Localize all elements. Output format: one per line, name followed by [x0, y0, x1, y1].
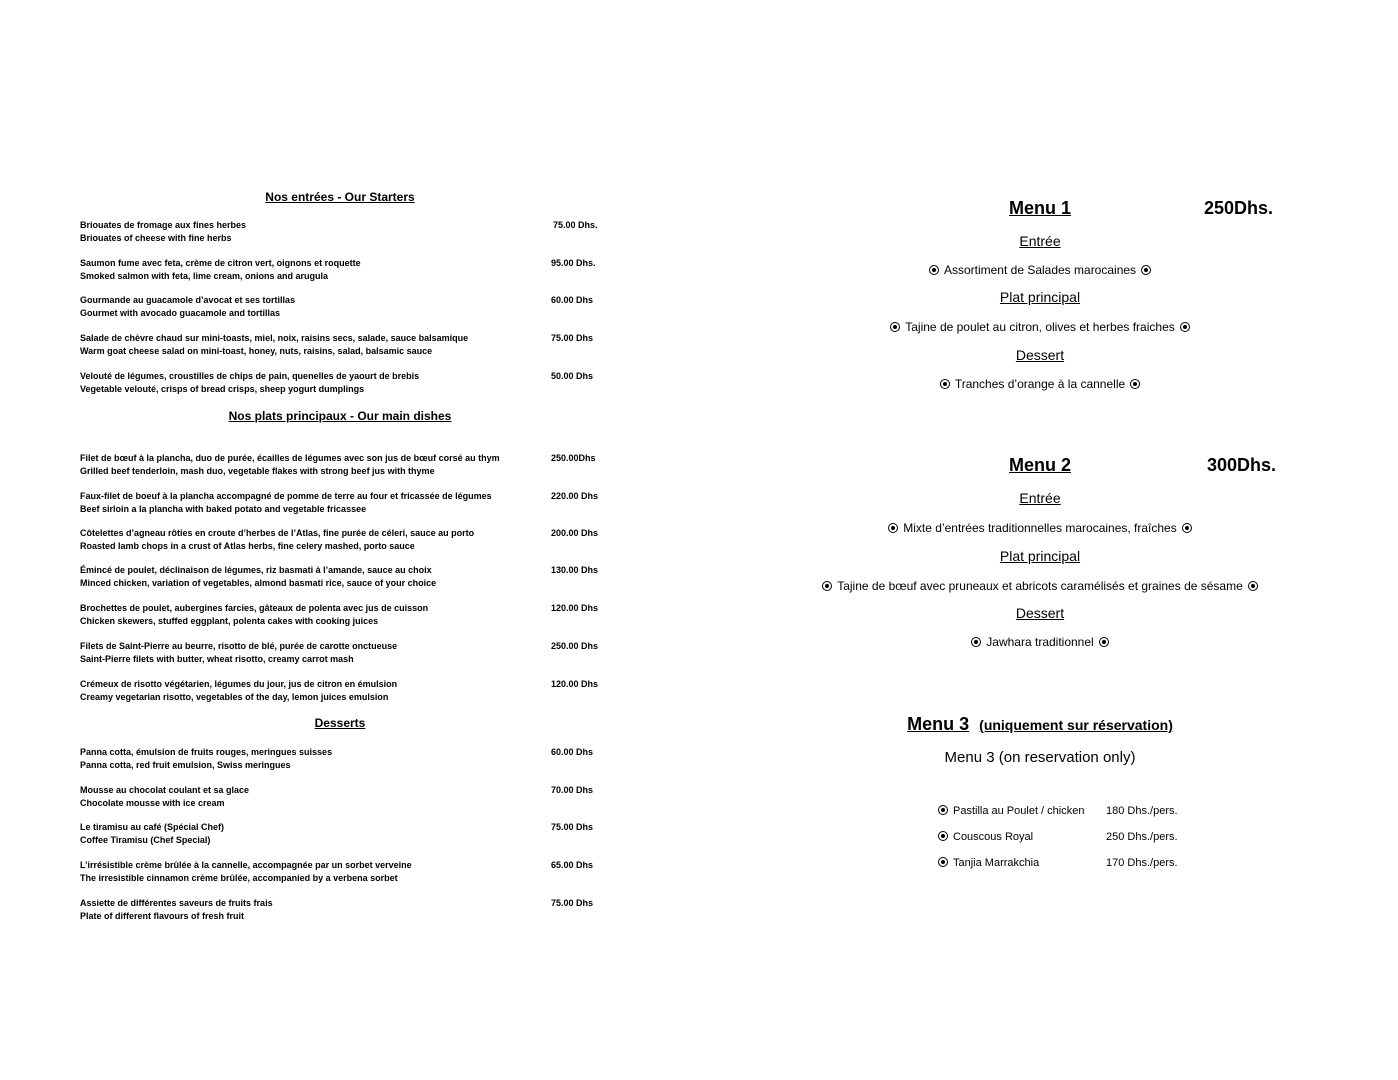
item-name-fr: Briouates de fromage aux fines herbes: [80, 220, 247, 230]
item-name-fr: Saumon fume avec feta, crème de citron vert, oignons et roquette: [80, 258, 361, 268]
menu3-title-text: Menu 3: [907, 714, 970, 734]
item-name-fr: Crémeux de risotto végétarien, légumes du jour, jus de citron en émulsion: [80, 679, 398, 689]
menu-item: [80, 897, 680, 923]
menu2-title: Menu 2: [1008, 455, 1071, 475]
flower-ornament-icon: [1182, 523, 1192, 533]
item-price: 60.00 Dhs: [551, 295, 594, 305]
menu2-entree-text: Mixte d’entrées traditionnelles marocaines, fraîches: [903, 521, 1177, 535]
menu1-title: Menu 1: [1008, 198, 1071, 218]
menu-item: [80, 294, 680, 320]
menu3-item-name-text: Pastilla au Poulet / chicken: [953, 805, 1085, 817]
item-name-fr: L’irrésistible crème brûlée à la cannelle, accompagnée par un sorbet verveine: [80, 860, 412, 870]
item-price: 75.00 Dhs: [551, 333, 594, 343]
item-name-en: Chocolate mousse with ice cream: [80, 798, 225, 808]
menu1-entree-text: Assortiment de Salades marocaines: [943, 263, 1137, 277]
menu2-main-label: Plat principal: [999, 548, 1081, 564]
menu2-main-text: Tajine de bœuf avec pruneaux et abricots caramélisés et graines de sésame: [837, 579, 1243, 593]
menu1-dessert-label: Dessert: [1015, 347, 1065, 363]
item-name-fr: Le tiramisu au café (Spécial Chef): [80, 822, 225, 832]
item-price: 50.00 Dhs: [551, 371, 594, 381]
item-name-en: Saint-Pierre filets with butter, wheat risotto, creamy carrot mash: [80, 654, 354, 664]
item-price: 60.00 Dhs: [551, 747, 594, 757]
item-name-en: Grilled beef tenderloin, mash duo, vegetable flakes with strong beef jus with thyme: [80, 466, 435, 476]
menu-item: [80, 564, 680, 590]
menu1-dessert-text: Tranches d’orange à la cannelle: [954, 377, 1126, 391]
menu-item: [80, 370, 680, 396]
flower-ornament-icon: [929, 265, 939, 275]
menu3-item-name: [938, 857, 1039, 869]
flower-ornament-icon: [938, 805, 948, 815]
flower-ornament-icon: [1099, 637, 1109, 647]
item-price: 250.00Dhs: [551, 453, 596, 463]
item-price: 75.00 Dhs: [551, 822, 594, 832]
flower-ornament-icon: [940, 379, 950, 389]
item-name-fr: Brochettes de poulet, aubergines farcies, gâteaux de polenta avec jus de cuisson: [80, 603, 429, 613]
menu-item: [80, 219, 680, 245]
menu1-dessert: [780, 377, 1300, 391]
item-price: 130.00 Dhs: [551, 565, 599, 575]
item-price: 70.00 Dhs: [551, 785, 594, 795]
menu2-entree-label: Entrée: [1019, 490, 1061, 506]
menu3-item-name-text: Couscous Royal: [953, 831, 1034, 843]
menu3-item-name: [938, 831, 1033, 843]
menu1-main: [780, 320, 1300, 334]
menu2-entree: [780, 521, 1300, 535]
flower-ornament-icon: [938, 857, 948, 867]
flower-ornament-icon: [888, 523, 898, 533]
item-name-en: Beef sirloin a la plancha with baked potato and vegetable fricassee: [80, 504, 367, 514]
menu2-price: 300Dhs.: [1207, 455, 1277, 475]
flower-ornament-icon: [1180, 322, 1190, 332]
item-price: 200.00 Dhs: [551, 528, 599, 538]
item-price: 220.00 Dhs: [551, 491, 599, 501]
menu3-subtitle: Menu 3 (on reservation only): [944, 749, 1136, 766]
item-price: 120.00 Dhs: [551, 603, 599, 613]
mains-title: Nos plats principaux - Our main dishes: [228, 409, 452, 423]
item-price: 250.00 Dhs: [551, 641, 599, 651]
menu2-main: [780, 579, 1300, 593]
item-name-fr: Côtelettes d’agneau rôties en croute d’herbes de l’Atlas, fine purée de céleri, sauce au porto: [80, 528, 475, 538]
menu2-dessert-text: Jawhara traditionnel: [986, 635, 1094, 649]
menu1-main-text: Tajine de poulet au citron, olives et herbes fraiches: [905, 320, 1175, 334]
flower-ornament-icon: [1130, 379, 1140, 389]
menu2-dessert: [780, 635, 1300, 649]
menu1-entree: [780, 263, 1300, 277]
item-name-en: Smoked salmon with feta, lime cream, onions and arugula: [80, 271, 329, 281]
item-name-fr: Mousse au chocolat coulant et sa glace: [80, 785, 250, 795]
item-name-fr: Assiette de différentes saveurs de fruits frais: [80, 898, 273, 908]
menu-item: [80, 332, 680, 358]
menu3-item-name-text: Tanjia Marrakchia: [953, 857, 1040, 869]
item-name-en: Panna cotta, red fruit emulsion, Swiss meringues: [80, 760, 291, 770]
flower-ornament-icon: [1248, 581, 1258, 591]
flower-ornament-icon: [971, 637, 981, 647]
item-name-en: Plate of different flavours of fresh fruit: [80, 911, 245, 921]
menu-item: [80, 746, 680, 772]
item-price: 120.00 Dhs: [551, 679, 599, 689]
menu3-item-price: 250 Dhs./pers.: [1106, 831, 1178, 843]
item-name-en: Chicken skewers, stuffed eggplant, polenta cakes with cooking juices: [80, 616, 379, 626]
item-name-fr: Faux-filet de boeuf à la plancha accompagné de pomme de terre au four et fricassée de légumes: [80, 491, 492, 501]
menu-item: [80, 527, 680, 553]
menu1-main-label: Plat principal: [999, 289, 1081, 305]
item-name-fr: Filet de bœuf à la plancha, duo de purée, écailles de légumes avec son jus de bœuf corsé au thym: [80, 453, 500, 463]
item-name-en: Coffee Tiramisu (Chef Special): [80, 835, 211, 845]
item-price: 75.00 Dhs.: [553, 220, 598, 230]
menu-item: [80, 490, 680, 516]
menu1-price: 250Dhs.: [1204, 198, 1274, 218]
item-name-fr: Panna cotta, émulsion de fruits rouges, meringues suisses: [80, 747, 333, 757]
item-name-en: Vegetable velouté, crisps of bread crisps, sheep yogurt dumplings: [80, 384, 365, 394]
item-name-fr: Émincé de poulet, déclinaison de légumes, riz basmati à l’amande, sauce au choix: [80, 565, 432, 575]
menu3-title: [780, 714, 1300, 735]
item-price: 75.00 Dhs: [551, 898, 594, 908]
item-name-en: Minced chicken, variation of vegetables, almond basmati rice, sauce of your choice: [80, 578, 437, 588]
menu-item: [80, 859, 680, 885]
desserts-title: Desserts: [314, 716, 366, 730]
menu-item: [80, 784, 680, 810]
flower-ornament-icon: [822, 581, 832, 591]
menu3-item-price: 180 Dhs./pers.: [1106, 805, 1178, 817]
menu3-item-name: [938, 805, 1084, 817]
menu-item: [80, 452, 680, 478]
item-price: 65.00 Dhs: [551, 860, 594, 870]
menu-item: [80, 821, 680, 847]
item-name-en: Creamy vegetarian risotto, vegetables of the day, lemon juices emulsion: [80, 692, 389, 702]
flower-ornament-icon: [890, 322, 900, 332]
item-name-fr: Gourmande au guacamole d’avocat et ses tortillas: [80, 295, 296, 305]
item-name-fr: Velouté de légumes, croustilles de chips de pain, quenelles de yaourt de brebis: [80, 371, 420, 381]
flower-ornament-icon: [1141, 265, 1151, 275]
item-name-en: Roasted lamb chops in a crust of Atlas herbs, fine celery mashed, porto sauce: [80, 541, 415, 551]
item-name-fr: Filets de Saint-Pierre au beurre, risotto de blé, purée de carotte onctueuse: [80, 641, 398, 651]
menu3-item-price: 170 Dhs./pers.: [1106, 857, 1178, 869]
item-name-en: Briouates of cheese with fine herbs: [80, 233, 232, 243]
item-price: 95.00 Dhs.: [551, 258, 596, 268]
menu3-reservation-note: (uniquement sur réservation): [979, 717, 1173, 733]
menu-item: [80, 257, 680, 283]
menu1-entree-label: Entrée: [1019, 233, 1061, 249]
flower-ornament-icon: [938, 831, 948, 841]
starters-title: Nos entrées - Our Starters: [265, 190, 415, 204]
menu-item: [80, 640, 680, 666]
menu2-dessert-label: Dessert: [1015, 605, 1065, 621]
item-name-en: Warm goat cheese salad on mini-toast, honey, nuts, raisins, salad, balsamic sauce: [80, 346, 433, 356]
menu-item: [80, 678, 680, 704]
item-name-fr: Salade de chèvre chaud sur mini-toasts, miel, noix, raisins secs, salade, sauce balsamique: [80, 333, 469, 343]
item-name-en: The irresistible cinnamon crème brûlée, accompanied by a verbena sorbet: [80, 873, 398, 883]
item-name-en: Gourmet with avocado guacamole and tortillas: [80, 308, 281, 318]
menu-item: [80, 602, 680, 628]
